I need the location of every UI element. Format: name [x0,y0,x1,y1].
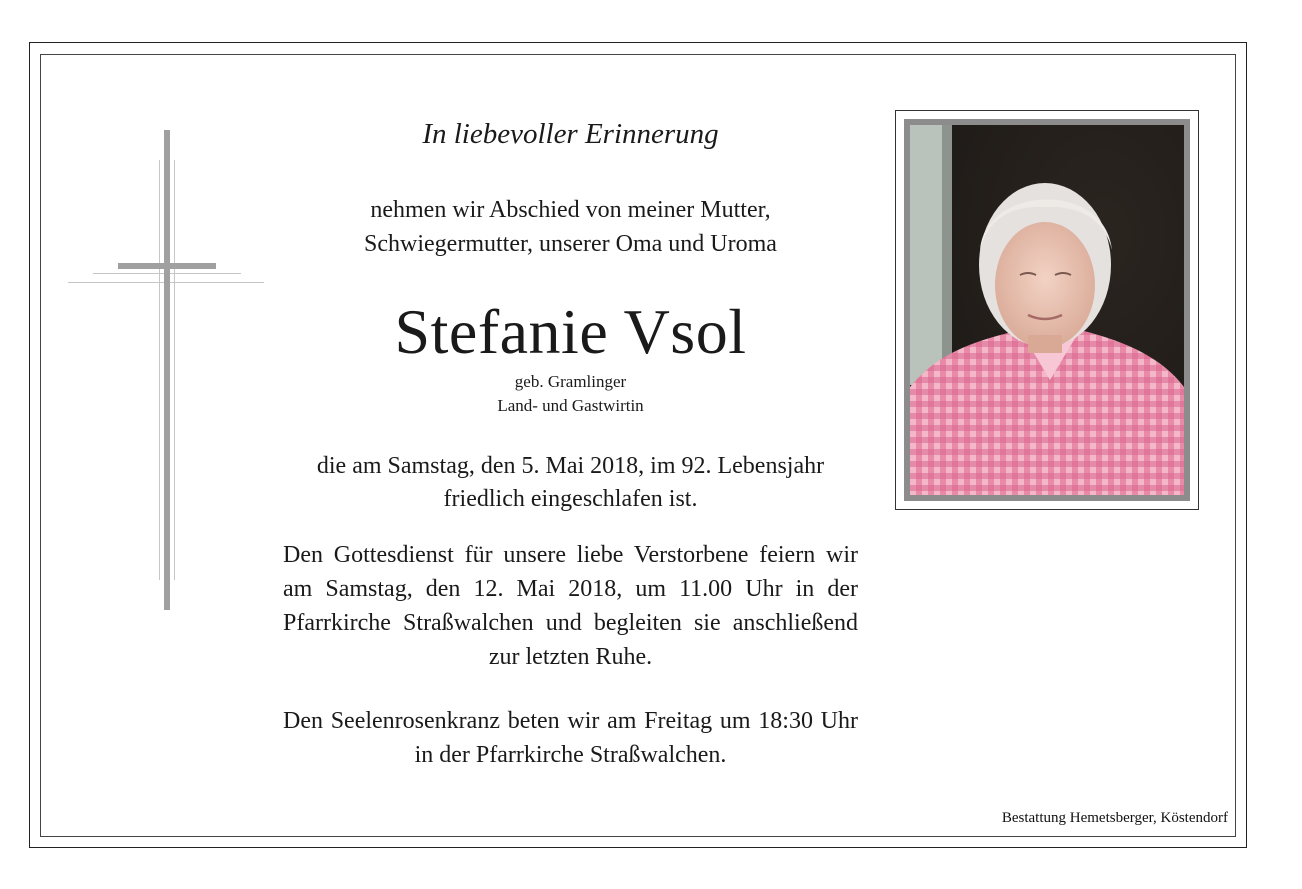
cross-line [159,160,160,580]
birth-name: geb. Gramlinger [514,372,627,391]
intro-line-1: nehmen wir Abschied von meiner Mutter, [370,197,771,223]
service-text: Den Gottesdienst für unsere liebe Verstorbene feiern wir am Samstag, den 12. Mai 2018, um 11.00 Uhr in der Pfarrkirche Straßwalchen und begleiten sie anschließend zur letzten Ruhe. [283,542,858,670]
notice-text-column [283,110,858,772]
cross-horizontal-beam [118,263,216,269]
occupation: Land- und Gastwirtin [497,396,644,415]
rosary-text: Den Seelenrosenkranz beten wir am Freitag um 18:30 Uhr in der Pfarrkirche Straßwalchen. [283,708,858,768]
cross-icon [60,120,280,620]
notice-header: In liebevoller Erinnerung [422,118,719,150]
cross-vertical-beam [164,130,170,610]
death-line-1: die am Samstag, den 5. Mai 2018, im 92. Lebensjahr [316,453,825,479]
portrait-mat [904,119,1190,501]
deceased-name: Stefanie Vsol [394,296,747,367]
funeral-home-credit: Bestattung Hemetsberger, Köstendorf [1001,810,1228,826]
intro-line-2: Schwiegermutter, unserer Oma und Uroma [364,231,777,257]
death-line-2: friedlich eingeschlafen ist. [443,486,698,512]
death-text [283,450,858,516]
portrait-frame [895,110,1199,510]
portrait-photo [910,125,1184,495]
cross-line [174,160,175,580]
intro-text [283,193,858,261]
